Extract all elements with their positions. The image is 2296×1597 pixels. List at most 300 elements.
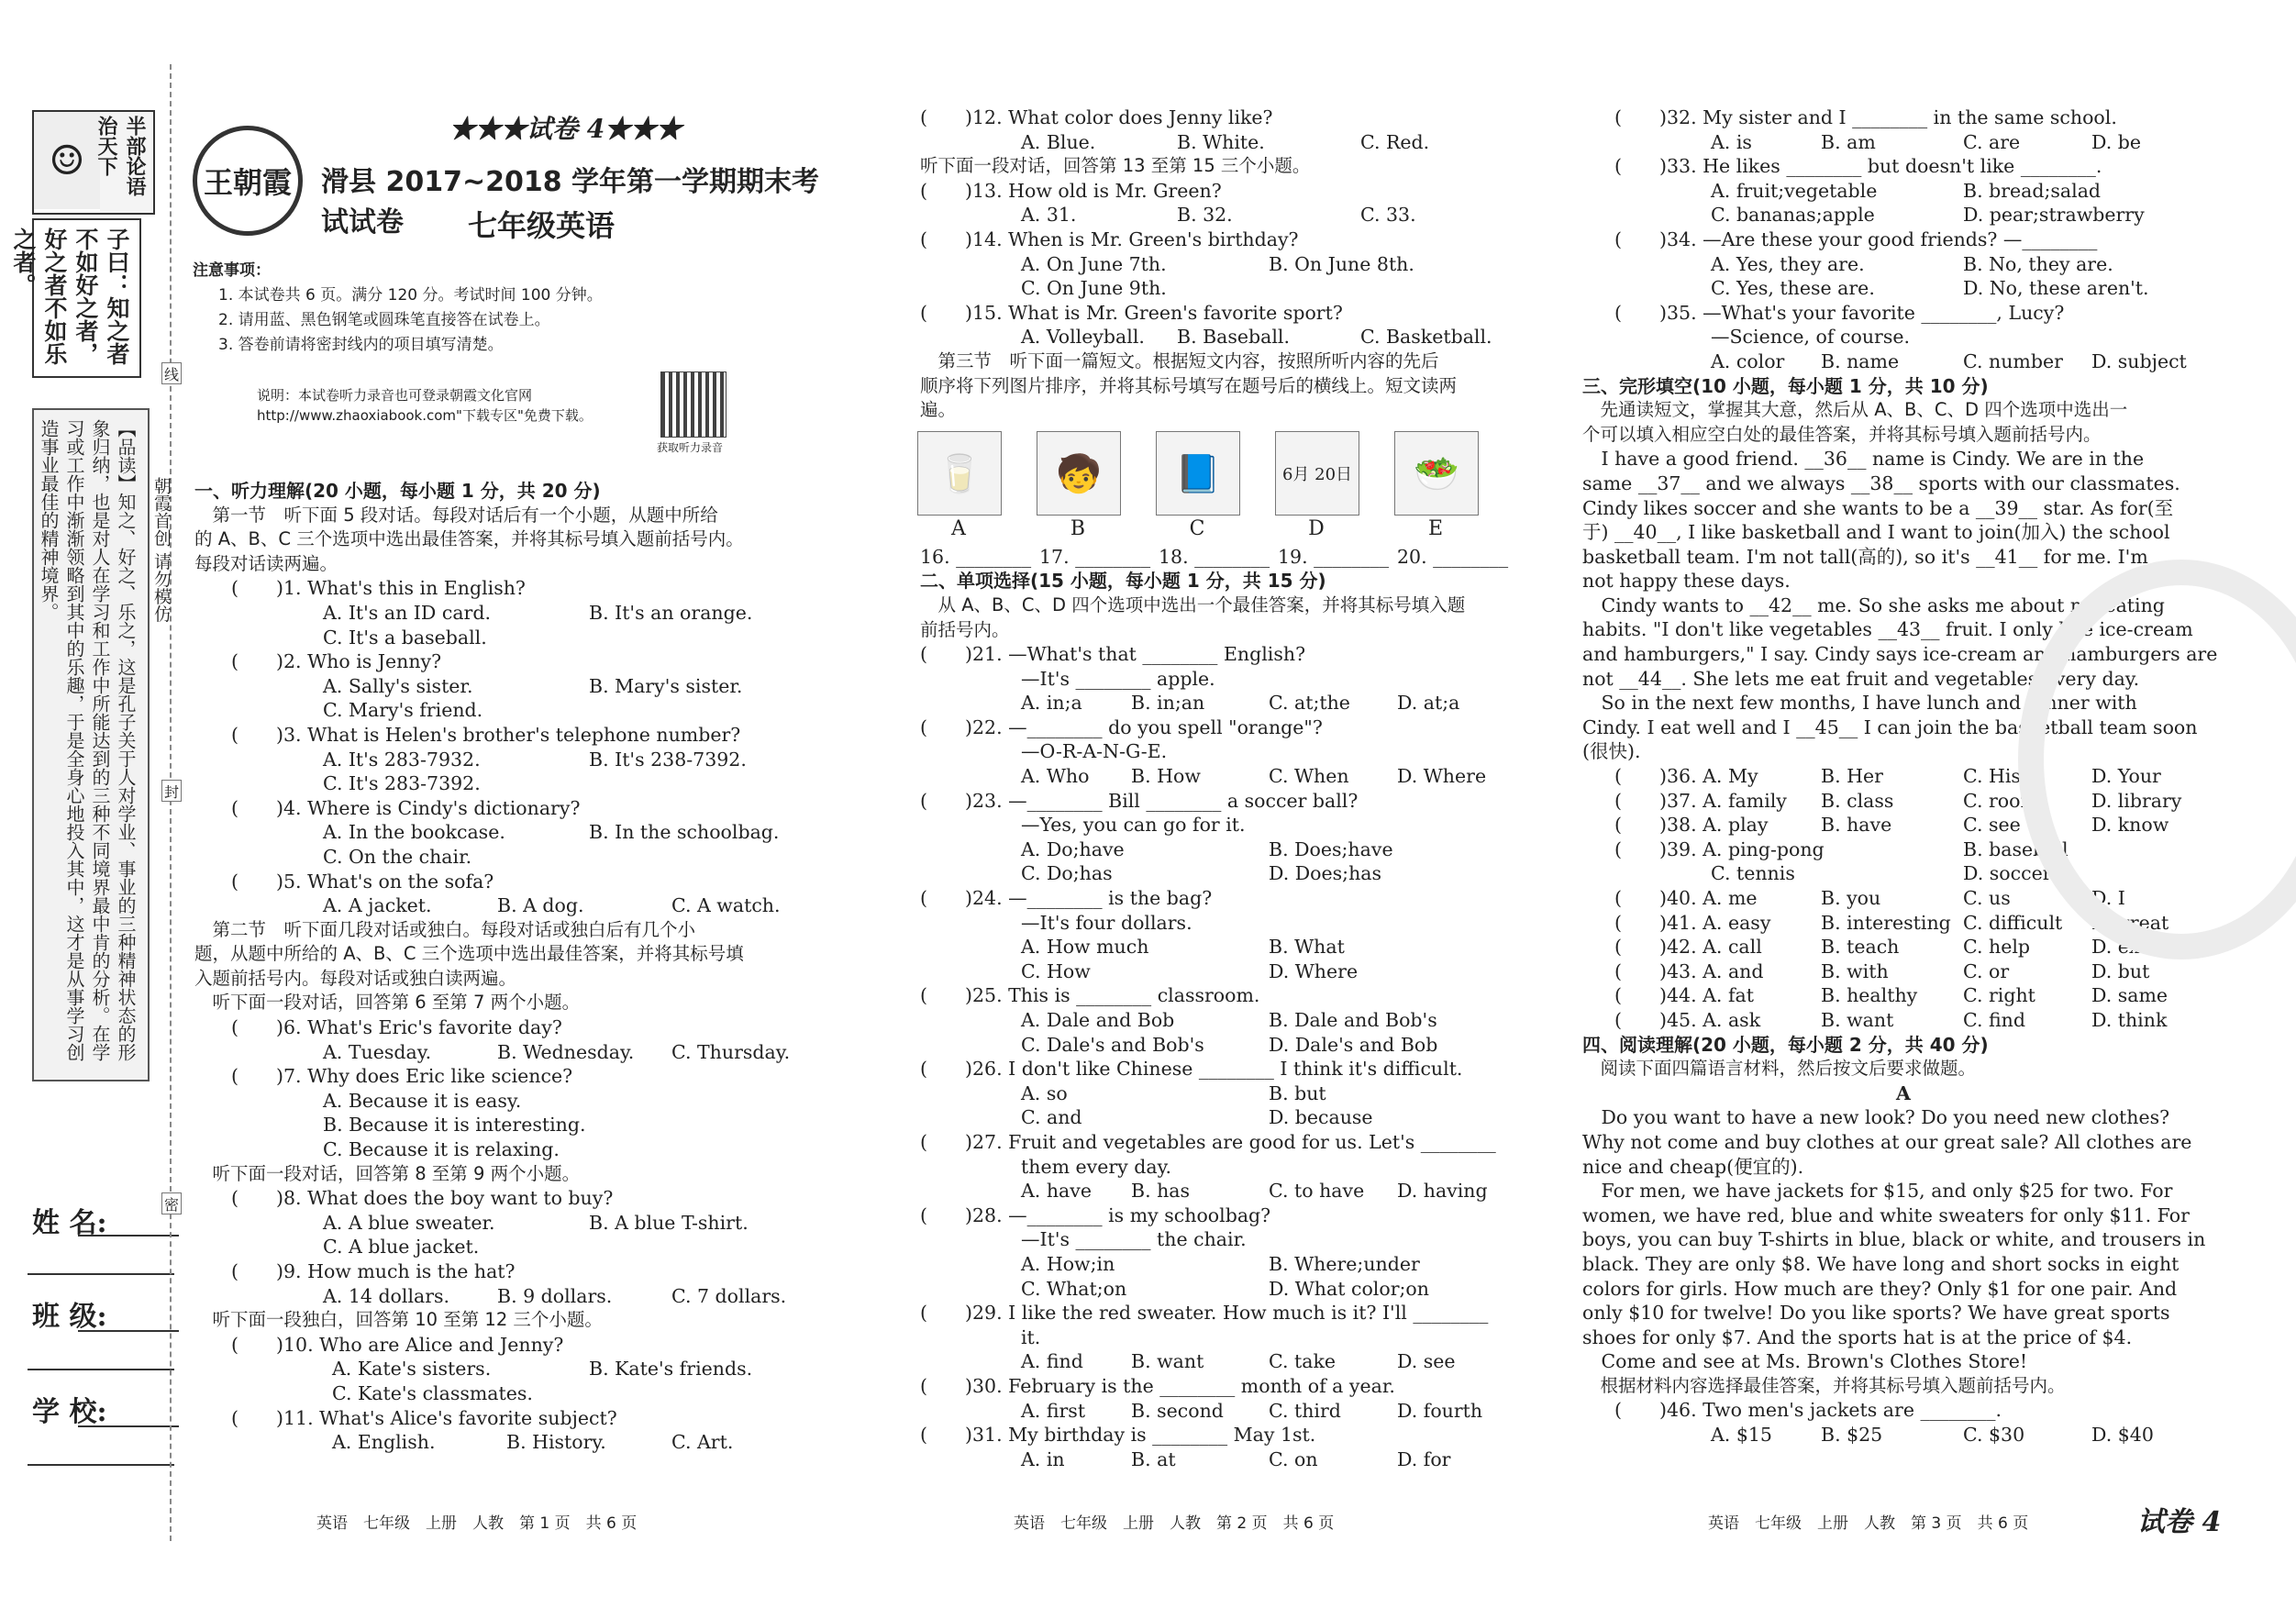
column-page-1	[194, 479, 837, 1455]
question-stem: ( )11. What's Alice's favorite subject?	[231, 1406, 617, 1429]
text-line	[194, 870, 837, 894]
text-line	[1582, 203, 2224, 227]
question-stem: ( )39. A. ping-pong	[1614, 837, 1825, 860]
line-text: 顺序将下列图片排序，并将其标号填写在题号后的横线上。短文读两	[920, 374, 1458, 396]
question-stem: ( )5. What's on the sofa?	[231, 870, 494, 893]
text-line	[920, 813, 1562, 837]
answer-option: B. It's an orange.	[589, 601, 753, 624]
answer-option: C. take	[1269, 1350, 1337, 1373]
text-line	[920, 154, 1562, 179]
slogan: 朝霞首创 请勿模仿	[151, 477, 172, 623]
line-text: Why not come and buy clothes at our great sale? All clothes are	[1582, 1130, 2192, 1153]
answer-option: A. Blue.	[1021, 130, 1096, 153]
line-text: 题，从题中所给的 A、B、C 三个选项中选出最佳答案，并将其标号填	[194, 943, 744, 965]
picture-label: B	[1070, 517, 1086, 540]
exam-subtitle: 七年级英语	[468, 208, 616, 243]
text-line	[920, 764, 1562, 789]
question-stem: ( )22. —________ do you spell "orange"?	[920, 715, 1323, 738]
line-text: women, we have red, blue and white sweaters for only $11. For	[1582, 1203, 2190, 1226]
answer-option: D. having	[1397, 1180, 1488, 1203]
column-page-2	[920, 105, 1562, 1471]
text-line	[1582, 325, 2224, 349]
confucius-quote: 子曰：知之者不如好之者，好之者不如乐之者。	[10, 227, 130, 365]
review-text: 【品读】知之、好之、乐之，这是孔子关于人对学业、事业的三种精神状态的形象归纳，也是对人在学习和工作中所能达到的三种不同境界最中肯的分析。在学习或工作中渐渐领略到其中的乐趣，于是全身心地投入其中，这才是从事学习创造事业最佳的精神境界。	[38, 419, 137, 1061]
question-stem: ( )27. Fruit and vegetables are good for us. Let's ________	[920, 1130, 1496, 1153]
line-text: same __37__ and we always __38__ sports with our classmates.	[1582, 471, 2180, 494]
text-line	[194, 991, 837, 1015]
bowl-icon: 🥗	[1394, 431, 1479, 516]
paper-header	[183, 105, 826, 454]
class-field[interactable]	[78, 1330, 179, 1332]
question-stem: ( )2. Who is Jenny?	[231, 650, 442, 673]
text-line	[920, 1447, 1562, 1472]
text-line	[1582, 1252, 2224, 1277]
text-line	[920, 130, 1562, 155]
line-text: 阅读下面四篇语言材料，然后按文后要求做题。	[1582, 1058, 1977, 1080]
question-stem: ( )9. How much is the hat?	[231, 1260, 516, 1282]
text-line	[194, 1381, 837, 1406]
text-line	[194, 1357, 837, 1381]
answer-option: B. 32.	[1177, 204, 1233, 227]
answer-option: B. in;an	[1131, 692, 1205, 715]
text-line	[1582, 983, 2224, 1008]
text-line	[1582, 1301, 2224, 1325]
question-stem: ( )21. —What's that ________ English?	[920, 643, 1306, 666]
section-heading: 三、完形填空(10 小题，每小题 1 分，共 10 分)	[1582, 374, 1989, 397]
answer-option: B. Kate's friends.	[589, 1358, 753, 1381]
answer-option: C. us	[1963, 887, 2011, 909]
answer-option: 19. ________	[1278, 545, 1390, 568]
text-line	[920, 983, 1562, 1008]
text-line	[194, 626, 837, 650]
text-line	[920, 1374, 1562, 1399]
text-line	[1582, 301, 2224, 326]
text-line	[920, 105, 1562, 130]
brand-seal-icon: 王朝霞	[193, 126, 303, 236]
answer-option: C. Basketball.	[1360, 326, 1492, 349]
text-line	[920, 1105, 1562, 1130]
text-line	[920, 1277, 1562, 1302]
answer-option: A. On June 7th.	[1021, 252, 1167, 275]
text-line	[920, 301, 1562, 326]
line-text: (很快).	[1582, 740, 1641, 763]
answer-option: C. number	[1963, 349, 2063, 372]
text-line	[920, 935, 1562, 959]
text-line	[194, 845, 837, 870]
review-box	[32, 408, 150, 1081]
answer-option: C. Yes, these are.	[1711, 277, 1875, 300]
text-line	[194, 1406, 837, 1431]
question-stem: ( )26. I don't like Chinese ________ I think it's difficult.	[920, 1058, 1463, 1081]
question-stem: ( )45. A. ask	[1614, 1008, 1761, 1031]
answer-option: B. What	[1269, 936, 1345, 959]
text-line	[194, 1259, 837, 1284]
text-line	[920, 618, 1562, 643]
answer-option: —It's ________ the chair.	[1021, 1228, 1247, 1251]
text-line	[1582, 1374, 2224, 1399]
answer-option: C. Because it is relaxing.	[323, 1138, 560, 1161]
answer-option: B. Dale and Bob's	[1269, 1009, 1437, 1031]
answer-option: B. A blue T-shirt.	[589, 1211, 749, 1234]
answer-option: B. History.	[506, 1431, 606, 1454]
line-text: 入题前括号内。每段对话或独白读两遍。	[194, 967, 517, 989]
text-line	[1582, 105, 2224, 130]
text-line	[1582, 1057, 2224, 1081]
answer-option: C. find	[1963, 1008, 2025, 1031]
answer-option: D. I	[2091, 887, 2125, 909]
text-line	[1582, 179, 2224, 204]
answer-option: D. Your	[2091, 765, 2161, 788]
question-stem: ( )6. What's Eric's favorite day?	[231, 1016, 562, 1039]
text-line	[1582, 447, 2224, 471]
line-text: I have a good friend. __36__ name is Cindy. We are in the	[1582, 448, 2145, 471]
question-stem: ( )42. A. call	[1614, 936, 1762, 959]
answer-option: C. are	[1963, 130, 2021, 153]
section-heading: 一、听力理解(20 小题，每小题 1 分，共 20 分)	[194, 480, 601, 502]
line-text: 从 A、B、C、D 四个选项中选出一个最佳答案，并将其标号填入题	[920, 593, 1466, 616]
text-line	[194, 942, 837, 967]
text-line	[920, 739, 1562, 764]
answer-option: C. see	[1963, 814, 2021, 837]
text-line	[1582, 349, 2224, 374]
text-line	[1582, 520, 2224, 545]
answer-option: C. on	[1269, 1447, 1318, 1470]
answer-option: C. It's a baseball.	[323, 626, 487, 649]
text-line	[920, 1227, 1562, 1252]
text-line	[194, 1113, 837, 1137]
answer-option: D. $40	[2091, 1424, 2154, 1447]
answer-option: D. library	[2091, 789, 2182, 812]
book-icon: 📘	[1156, 431, 1240, 516]
text-line	[1582, 496, 2224, 521]
line-text: basketball team. I'm not tall(高的), so it's __41__ for me. I'm	[1582, 545, 2148, 568]
answer-option: D. at;a	[1397, 692, 1460, 715]
text-line	[920, 398, 1562, 423]
text-line	[1582, 471, 2224, 496]
answer-option: B. want	[1821, 1008, 1894, 1031]
text-line	[194, 723, 837, 748]
text-line	[1582, 154, 2224, 179]
line-text: Do you want to have a new look? Do you need new clothes?	[1582, 1106, 2170, 1129]
text-line	[920, 715, 1562, 740]
text-line	[194, 967, 837, 992]
answer-option: A. A jacket.	[323, 894, 432, 917]
answer-option: C. How	[1021, 959, 1091, 982]
answer-option: B. has	[1131, 1180, 1191, 1203]
calendar-june-20-icon: 6月 20日	[1275, 431, 1359, 516]
answer-option: D. Dale's and Bob	[1269, 1033, 1438, 1056]
text-line	[920, 691, 1562, 715]
question-stem: ( )23. —________ Bill ________ a soccer ball?	[920, 789, 1359, 812]
text-line	[920, 593, 1562, 618]
answer-option: —Science, of course.	[1711, 326, 1911, 349]
answer-option: C. at;the	[1269, 692, 1350, 715]
question-stem: ( )33. He likes ________ but doesn't like ________.	[1614, 155, 2102, 178]
text-line	[920, 325, 1562, 349]
answer-option: D. for	[1397, 1447, 1451, 1470]
text-line	[1582, 545, 2224, 570]
answer-option: B. Her	[1821, 765, 1883, 788]
answer-option: C. or	[1963, 959, 2010, 982]
answer-option: them every day.	[1021, 1155, 1171, 1178]
answer-option: D. Does;has	[1269, 862, 1382, 885]
answer-option: 16. ________	[920, 545, 1032, 568]
answer-option: B. Baseball.	[1177, 326, 1291, 349]
answer-option: C. Mary's friend.	[323, 699, 483, 722]
note-item: 1. 本试卷共 6 页。满分 120 分。考试时间 100 分钟。	[218, 286, 603, 305]
picture-label: D	[1308, 517, 1325, 540]
text-line	[920, 1325, 1562, 1350]
question-stem: ( )10. Who are Alice and Jenny?	[231, 1333, 564, 1356]
picture-label: A	[951, 517, 966, 540]
text-line	[1582, 374, 2224, 399]
answer-option: C. tennis	[1711, 862, 1795, 885]
line-text: For men, we have jackets for $15, and only $25 for two. For	[1582, 1180, 2173, 1203]
line-text: A	[1896, 1081, 1911, 1104]
answer-option: B. No, they are.	[1963, 252, 2113, 275]
line-text: shoes for only $7. And the sports hat is at the price of $4.	[1582, 1325, 2133, 1348]
answer-option: A. $15	[1711, 1424, 1772, 1447]
paper-number-footer: 试卷 4	[2137, 1506, 2222, 1538]
text-line	[194, 796, 837, 821]
school-field-line	[28, 1464, 174, 1466]
answer-option: D. Where	[1269, 959, 1359, 982]
question-stem: ( )41. A. easy	[1614, 911, 1771, 934]
seal-mark-seal: 封	[161, 780, 182, 802]
text-line	[1582, 1008, 2224, 1033]
footer-page-2: 英语 七年级 上册 人教 第 2 页 共 6 页	[1014, 1514, 1335, 1533]
seal-mark-secret: 密	[161, 1192, 182, 1214]
question-stem: ( )4. Where is Cindy's dictionary?	[231, 796, 581, 819]
text-line	[194, 649, 837, 674]
answer-option: D. think	[2091, 1008, 2168, 1031]
line-text: and hamburgers," I say. Cindy says ice-cream and hamburgers are	[1582, 643, 2218, 666]
boy-icon: 🧒	[1037, 431, 1121, 516]
text-line	[194, 1284, 837, 1309]
answer-option: C. Art.	[671, 1431, 734, 1454]
answer-option: A. It's 283-7932.	[323, 748, 481, 771]
section-heading: 二、单项选择(15 小题，每小题 1 分，共 15 分)	[920, 570, 1326, 593]
text-line	[920, 1057, 1562, 1081]
answer-option: B. 9 dollars.	[497, 1284, 613, 1307]
question-stem: ( )46. Two men's jackets are ________.	[1614, 1399, 2002, 1422]
answer-option: B. Wednesday.	[497, 1040, 635, 1063]
answer-option: D. same	[2091, 984, 2168, 1007]
answer-option: B. at	[1131, 1447, 1176, 1470]
line-text: 第一节 听下面 5 段对话。每段对话后有一个小题，从题中所给	[194, 504, 718, 526]
text-line	[1582, 1130, 2224, 1155]
seal-line	[170, 64, 172, 1541]
answer-option: C. Red.	[1360, 130, 1430, 153]
class-field-line	[28, 1369, 174, 1370]
answer-option: C. What;on	[1021, 1277, 1127, 1300]
text-line	[920, 1033, 1562, 1058]
text-line	[194, 1162, 837, 1187]
listening-pictures	[917, 431, 1504, 550]
text-line	[920, 837, 1562, 862]
text-line	[194, 674, 837, 699]
question-stem: ( )29. I like the red sweater. How much is it? I'll ________	[920, 1302, 1489, 1325]
answer-option: B. class	[1821, 789, 1894, 812]
answer-option: B. White.	[1177, 130, 1265, 153]
question-stem: ( )31. My birthday is ________ May 1st.	[920, 1424, 1316, 1447]
question-stem: ( )38. A. play	[1614, 814, 1769, 837]
answer-option: A. Sally's sister.	[323, 674, 473, 697]
question-stem: ( )25. This is ________ classroom.	[920, 984, 1260, 1007]
text-line	[194, 576, 837, 601]
qr-code-icon[interactable]	[660, 372, 727, 438]
line-text: Cindy wants to __42__ me. So she asks me about my eating	[1582, 593, 2165, 616]
text-line	[920, 1008, 1562, 1033]
answer-option: C. On the chair.	[323, 845, 472, 868]
answer-option: B. second	[1131, 1399, 1224, 1422]
text-line	[1582, 252, 2224, 277]
answer-option: A. How;in	[1021, 1252, 1115, 1275]
answer-option: C. $30	[1963, 1424, 2025, 1447]
text-line	[194, 893, 837, 918]
answer-option: C. 7 dollars.	[671, 1284, 787, 1307]
answer-option: C. Kate's classmates.	[332, 1381, 533, 1404]
answer-option: B. have	[1821, 814, 1892, 837]
text-line	[194, 820, 837, 845]
question-stem: ( )1. What's this in English?	[231, 577, 526, 600]
answer-option: D. fourth	[1397, 1399, 1483, 1422]
text-line	[194, 1186, 837, 1211]
line-text: 前括号内。	[920, 618, 1010, 640]
answer-option: C. On June 9th.	[1021, 277, 1167, 300]
text-line	[194, 601, 837, 626]
school-label: 学 校:	[32, 1396, 107, 1428]
answer-option: A. is	[1711, 130, 1752, 153]
answer-option: A. in	[1021, 1447, 1065, 1470]
answer-option: A. Do;have	[1021, 837, 1125, 860]
text-line	[194, 1308, 837, 1333]
text-line	[920, 179, 1562, 204]
exam-title: 滑县 2017~2018 学年第一学期期末考试试卷	[321, 166, 820, 238]
question-stem: ( )44. A. fat	[1614, 984, 1754, 1007]
text-line	[194, 698, 837, 723]
text-line	[920, 252, 1562, 277]
text-line	[920, 1399, 1562, 1424]
text-line	[920, 349, 1562, 374]
answer-option: C. bananas;apple	[1711, 204, 1875, 227]
answer-option: C. Thursday.	[671, 1040, 791, 1063]
answer-option: C. and	[1021, 1106, 1082, 1129]
answer-option: D. What color;on	[1269, 1277, 1429, 1300]
milk-eggs-icon: 🥛	[917, 431, 1002, 516]
answer-option: B. interesting	[1821, 911, 1951, 934]
question-stem: ( )8. What does the boy want to buy?	[231, 1187, 614, 1210]
school-field[interactable]	[78, 1425, 179, 1427]
text-line	[1582, 130, 2224, 155]
text-line	[1582, 1081, 2224, 1106]
text-line	[920, 959, 1562, 984]
answer-option: A. Because it is easy.	[323, 1089, 522, 1112]
answer-option: C. When	[1269, 765, 1349, 788]
text-line	[1582, 1203, 2224, 1228]
text-line	[1582, 1325, 2224, 1350]
answer-option: D. know	[2091, 814, 2169, 837]
answer-option: D. Where	[1397, 765, 1487, 788]
name-field-line	[28, 1273, 174, 1275]
series-logo	[32, 110, 155, 215]
text-line	[194, 1040, 837, 1065]
text-line	[920, 1301, 1562, 1325]
answer-option: it.	[1021, 1325, 1041, 1348]
answer-option: B. Mary's sister.	[589, 674, 743, 697]
answer-option: B. In the schoolbag.	[589, 821, 780, 844]
qr-caption: 获取听力录音	[657, 441, 724, 454]
answer-option: B. Does;have	[1269, 837, 1393, 860]
answer-option: B. am	[1821, 130, 1876, 153]
section-heading: 四、阅读理解(20 小题，每小题 2 分，共 40 分)	[1582, 1033, 1989, 1056]
text-line	[920, 1155, 1562, 1180]
answer-option: A. Kate's sisters.	[332, 1358, 492, 1381]
question-stem: ( )15. What is Mr. Green's favorite sport?	[920, 301, 1343, 324]
question-stem: ( )43. A. and	[1614, 959, 1764, 982]
line-text: habits. "I don't like vegetables __43__ fruit. I only like ice-cream	[1582, 618, 2193, 641]
text-line	[1582, 227, 2224, 252]
seal-mark-line: 线	[161, 362, 182, 384]
answer-option: D. be	[2091, 130, 2141, 153]
text-line	[920, 1081, 1562, 1106]
answer-option: C. His	[1963, 765, 2021, 788]
answer-option: C. right	[1963, 984, 2035, 1007]
answer-option: B. you	[1821, 887, 1881, 909]
answer-option: —O-R-A-N-G-E.	[1021, 740, 1168, 763]
answer-option: D. great	[2091, 911, 2169, 934]
audio-explain: 说明：本试卷听力录音也可登录朝霞文化官网 http://www.zhaoxiabook.com"下载专区"免费下载。	[257, 387, 593, 424]
text-line	[194, 918, 837, 943]
text-line	[920, 911, 1562, 936]
answer-option: D. excuse	[2091, 936, 2183, 959]
answer-option: 18. ________	[1159, 545, 1270, 568]
line-text: black. They are only $8. We have long and short socks in eight	[1582, 1252, 2180, 1275]
text-line	[920, 1423, 1562, 1447]
text-line	[920, 667, 1562, 692]
note-item: 2. 请用蓝、黑色钢笔或圆珠笔直接答在试卷上。	[218, 311, 550, 329]
name-field[interactable]	[78, 1235, 179, 1237]
answer-option: B. Because it is interesting.	[323, 1114, 586, 1137]
question-stem: ( )24. —________ is the bag?	[920, 887, 1213, 910]
answer-option: D. soccer	[1963, 862, 2052, 885]
series-logo-text: 半部论语治天下	[100, 112, 153, 213]
answer-option: C. Dale's and Bob's	[1021, 1033, 1204, 1056]
question-stem: ( )30. February is the ________ month of a year.	[920, 1374, 1395, 1397]
answer-option: A. Tuesday.	[323, 1040, 432, 1063]
line-text: 于) __40__, I like basketball and I want to join(加入) the school	[1582, 521, 2170, 544]
text-line	[194, 1333, 837, 1358]
answer-option: C. A watch.	[671, 894, 781, 917]
answer-option: B. On June 8th.	[1269, 252, 1414, 275]
answer-option: C. A blue jacket.	[323, 1236, 480, 1259]
text-line	[1582, 1105, 2224, 1130]
text-line	[920, 569, 1562, 593]
answer-option: A. in;a	[1021, 692, 1082, 715]
question-stem: ( )40. A. me	[1614, 887, 1758, 909]
text-line	[920, 203, 1562, 227]
answer-option: A. 14 dollars.	[323, 1284, 450, 1307]
text-line	[1582, 959, 2224, 984]
answer-option: B. bread;salad	[1963, 179, 2102, 202]
notes	[193, 259, 603, 358]
question-stem: ( )36. A. My	[1614, 765, 1758, 788]
line-text: 听下面一段独白，回答第 10 至第 12 三个小题。	[194, 1309, 603, 1331]
text-line	[194, 748, 837, 772]
text-line	[194, 1137, 837, 1162]
question-stem: ( )13. How old is Mr. Green?	[920, 179, 1222, 202]
question-stem: ( )35. —What's your favorite ________, Lucy?	[1614, 301, 2065, 324]
